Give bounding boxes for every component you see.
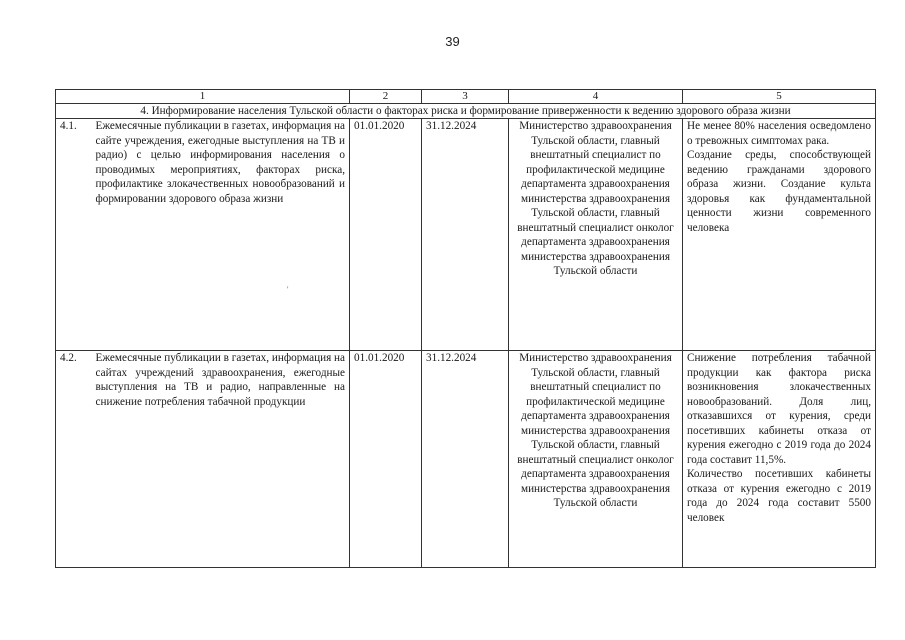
section-title: 4. Информирование населения Тульской области о факторах риска и формирование приверженности к ведению здорового образа жизни [56,104,876,119]
column-header-1: 1 [56,90,350,104]
start-date: 01.01.2020 [350,351,422,568]
table-row [56,351,876,568]
end-date: 31.12.2024 [422,351,509,568]
expected-result [683,119,876,351]
end-date: 31.12.2024 [422,119,509,351]
measures-table [55,89,876,568]
expected-result-part-2: Количество посетивших кабинеты отказа от курения ежегодно с 2019 года до 2024 года составит 5500 человек [687,468,871,524]
column-header-4: 4 [509,90,683,104]
expected-result-part-1: Не менее 80% населения осведомлено о тревожных симптомах рака. [687,120,871,147]
expected-result-part-2: Создание среды, способствующей ведению гражданами здорового образа жизни. Создание культа здоровья как фундаментальной ценности жизни современного человека [687,149,871,234]
column-header-2: 2 [350,90,422,104]
expected-result [683,351,876,568]
page-number: 39 [445,34,460,49]
measure-number: 4.2. [56,351,92,568]
table-row [56,119,876,351]
section-row [56,104,876,119]
measure-description: Ежемесячные публикации в газетах, информация на сайтах учреждений здравоохранения, ежегодные выступления на ТВ и радио, направленные на снижение потребления табачной продукции [92,351,350,568]
responsible-executors: Министерство здравоохранения Тульской области, главный внештатный специалист по профилактической медицине департамента здравоохранения министерства здравоохранения Тульской области, главный внештатный специалист онколог департамента здравоохранения министерства здравоохранения Тульской области [509,119,683,351]
scan-speck: ' [287,285,289,294]
column-header-3: 3 [422,90,509,104]
measure-number: 4.1. [56,119,92,351]
responsible-executors: Министерство здравоохранения Тульской области, главный внештатный специалист по профилактической медицине департамента здравоохранения министерства здравоохранения Тульской области, главный внештатный специалист онколог департамента здравоохранения министерства здравоохранения Тульской области [509,351,683,568]
measure-description: Ежемесячные публикации в газетах, информация на сайте учреждения, ежегодные выступления на ТВ и радио) с целью информирования населения о проводимых мероприятиях, факторах риска, профилактике злокачественных новообразований и формировании здорового образа жизни [92,119,350,351]
column-header-5: 5 [683,90,876,104]
start-date: 01.01.2020 [350,119,422,351]
column-number-row [56,90,876,104]
expected-result-part-1: Снижение потребления табачной продукции как фактора риска возникновения злокачественных новообразований. Доля лиц, отказавшихся от курения, среди посетивших кабинеты отказа от курения ежегодно с 2019 года до 2024 года составит 11,5%. [687,352,871,466]
